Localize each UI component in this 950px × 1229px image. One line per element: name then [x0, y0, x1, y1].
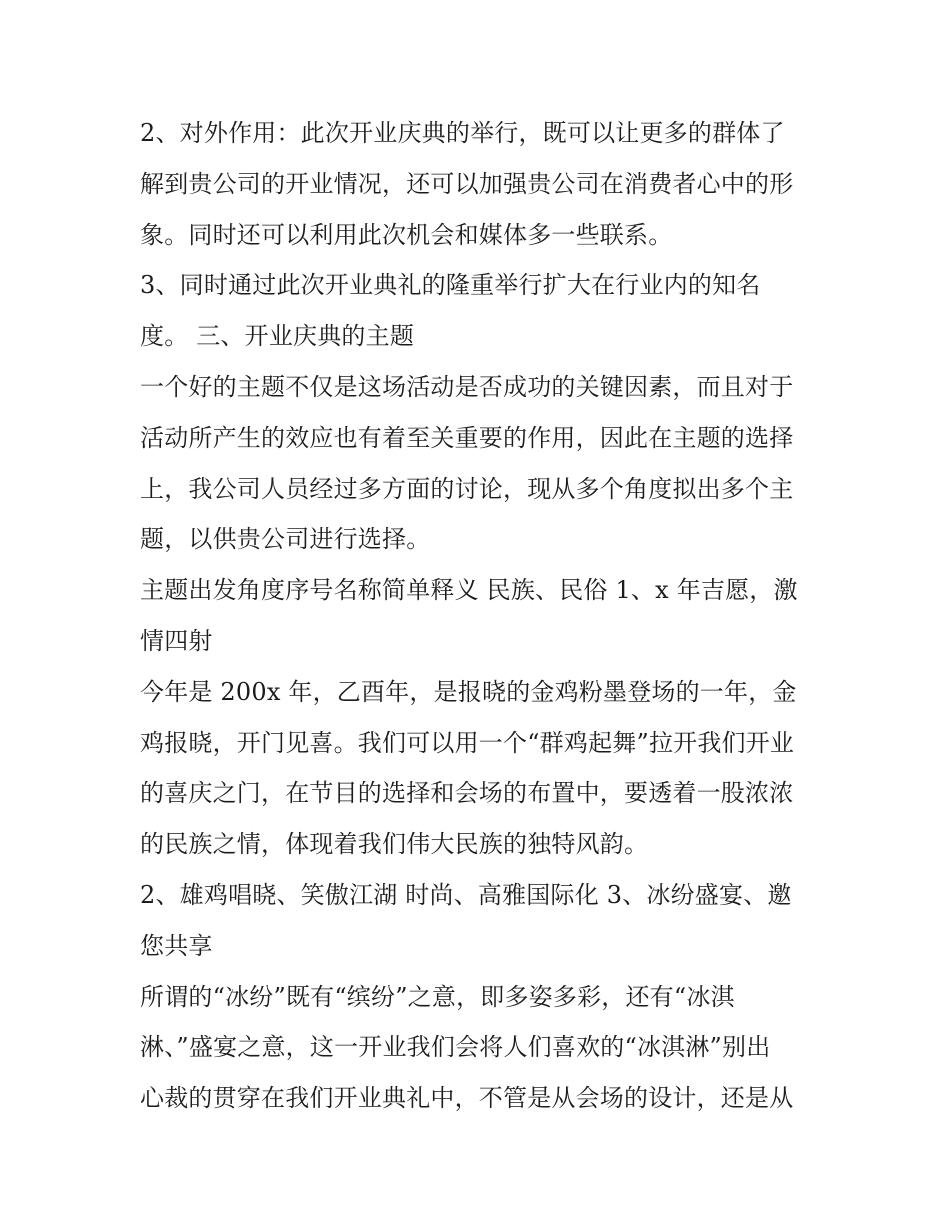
text-line: 象。同时还可以利用此次机会和媒体多一些联系。 [140, 220, 673, 249]
text-line: 2、对外作用：此次开业庆典的举行，既可以让更多的群体了 [140, 119, 785, 147]
text-line: 今年是 200x 年，乙酉年，是报晓的金鸡粉墨登场的一年，金 [140, 677, 797, 706]
text-line: 度。 三、开业庆典的主题 [140, 322, 415, 351]
document-body [140, 108, 820, 1124]
text-line: 鸡报晓，开门见喜。我们可以用一个“群鸡起舞”拉开我们开业 [140, 728, 795, 757]
text-line: 情四射 [140, 626, 213, 655]
text-line: 所谓的“冰纷”既有“缤纷”之意，即多姿多彩，还有“冰淇 [140, 982, 735, 1011]
text-line: 心裁的贯穿在我们开业典礼中，不管是从会场的设计，还是从 [140, 1084, 794, 1113]
text-line: 一个好的主题不仅是这场活动是否成功的关键因素，而且对于 [140, 372, 794, 401]
text-line: 的民族之情，体现着我们伟大民族的独特风韵。 [140, 830, 649, 859]
text-line: 解到贵公司的开业情况，还可以加强贵公司在消费者心中的形 [140, 169, 794, 198]
text-line: 淋、”盛宴之意，这一开业我们会将人们喜欢的“冰淇淋”别出 [140, 1033, 771, 1062]
text-line: 活动所产生的效应也有着至关重要的作用，因此在主题的选择 [140, 423, 794, 452]
text-line: 3、同时通过此次开业典礼的隆重举行扩大在行业内的知名 [140, 271, 761, 300]
text-line: 主题出发角度序号名称简单释义 民族、民俗 1、x 年吉愿，激 [140, 576, 798, 605]
text-line: 您共享 [140, 931, 213, 960]
text-line: 上，我公司人员经过多方面的讨论，现从多个角度拟出多个主 [140, 474, 794, 503]
text-line: 2、雄鸡唱晓、笑傲江湖 时尚、高雅国际化 3、冰纷盛宴、邀 [140, 880, 792, 909]
text-line: 的喜庆之门，在节目的选择和会场的布置中，要透着一股浓浓 [140, 779, 794, 808]
text-line: 题，以供贵公司进行选择。 [140, 525, 431, 554]
